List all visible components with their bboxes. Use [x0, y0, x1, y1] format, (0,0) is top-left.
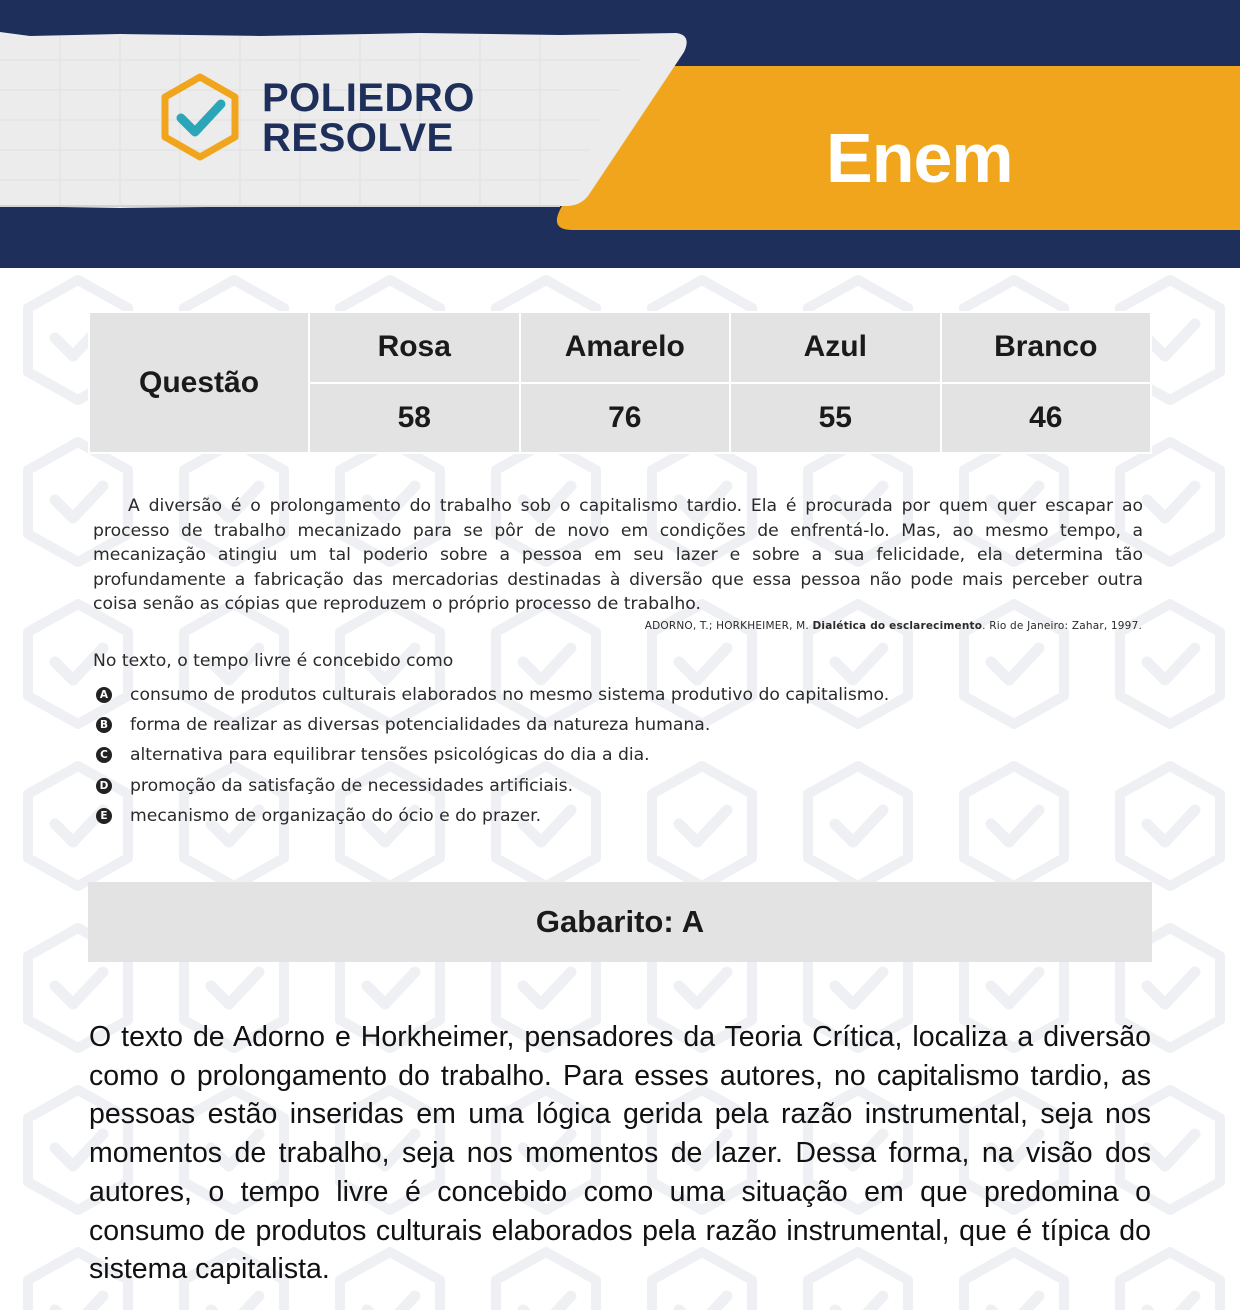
- question-header: Questão: [89, 312, 309, 453]
- option-e: [96, 801, 889, 831]
- source-publication: . Rio de Janeiro: Zahar, 1997.: [982, 620, 1142, 632]
- answer-key-label: Gabarito:: [535, 904, 674, 939]
- answer-key-box: [88, 882, 1152, 962]
- option-text: promoção da satisfação de necessidades artificiais.: [130, 775, 574, 796]
- option-text: mecanismo de organização do ócio e do prazer.: [130, 805, 542, 826]
- option-letter-badge: C: [96, 747, 112, 763]
- source-authors: ADORNO, T.; HORKHEIMER, M.: [644, 620, 809, 632]
- question-number: 76: [520, 383, 731, 454]
- answer-key-letter: A: [681, 904, 705, 939]
- brand-name: [262, 78, 475, 158]
- option-letter-badge: E: [96, 808, 112, 824]
- source-title: Dialética do esclarecimento: [812, 620, 983, 632]
- question-passage: [93, 494, 1143, 617]
- option-a: [96, 680, 889, 710]
- booklet-color-label: Azul: [730, 312, 941, 383]
- booklet-color-label: Amarelo: [520, 312, 731, 383]
- exam-title: Enem: [826, 119, 1013, 197]
- option-text: consumo de produtos culturais elaborados no mesmo sistema produtivo do capitalismo.: [130, 685, 890, 706]
- logo-check-icon: [158, 72, 242, 162]
- option-d: [96, 771, 889, 801]
- question-prompt: No texto, o tempo livre é concebido como: [93, 651, 454, 671]
- option-text: alternativa para equilibrar tensões psicológicas do dia a dia.: [130, 745, 650, 766]
- question-number-table: [88, 311, 1152, 454]
- option-letter-badge: B: [96, 717, 112, 733]
- question-number: 58: [309, 383, 520, 454]
- question-number: 46: [941, 383, 1152, 454]
- option-letter-badge: D: [96, 778, 112, 794]
- option-text: forma de realizar as diversas potencialidades da natureza humana.: [130, 715, 711, 736]
- question-number: 55: [730, 383, 941, 454]
- passage-source: [645, 620, 1142, 632]
- option-letter-badge: A: [96, 687, 112, 703]
- answer-explanation: O texto de Adorno e Horkheimer, pensadores da Teoria Crítica, localiza a diversão como o prolongamento do trabalho. Para esses autores, no capitalismo tardio, as pessoas estão inseridas em uma lógica gerida pela razão instrumental, seja nos momentos de trabalho, seja nos momentos de lazer. Dessa forma, na visão dos autores, o tempo livre é concebido como uma situação em que predomina o consumo de produtos culturais elaborados pela razão instrumental, que é típica do sistema capitalista.: [89, 1021, 1151, 1286]
- option-b: [96, 710, 889, 740]
- booklet-color-label: Branco: [941, 312, 1152, 383]
- passage-text: A diversão é o prolongamento do trabalho sob o capitalismo tardio. Ela é procurada por quem quer escapar ao processo de trabalho mecanizado para se pôr de novo em condições de enfrentá-lo. Mas, ao mesmo tempo, a mecanização atingiu um tal poderio sobre a pessoa em seu lazer e sobre a sua felicidade, ela determina tão profundamente a fabricação das mercadorias destinadas à diversão que essa pessoa não pode mais perceber outra coisa senão as cópias que reproduzem o próprio processo de trabalho.: [93, 496, 1143, 615]
- answer-options: [96, 680, 889, 831]
- brand-line-2: RESOLVE: [262, 116, 454, 160]
- header-banner: [0, 0, 1240, 268]
- option-c: [96, 740, 889, 770]
- booklet-color-label: Rosa: [309, 312, 520, 383]
- brand-line-1: POLIEDRO: [262, 76, 475, 120]
